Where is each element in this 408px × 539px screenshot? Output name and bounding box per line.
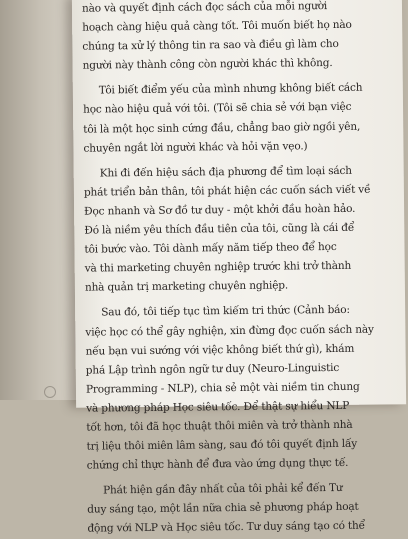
text-line: hoạch càng hiệu quả càng tốt. Tôi muốn biết họ nào <box>82 18 352 34</box>
text-line: nào và quyết định cách đọc sách của mỗi người <box>81 0 328 15</box>
text-line: Đó là niềm yêu thích đầu tiên của tôi, cũng là cái để <box>84 221 355 237</box>
text-line: trị liệu thôi miên lâm sàng, sau đó tôi quyết định lấy <box>86 437 358 453</box>
book-page <box>72 0 406 536</box>
text-line: chứng chỉ thực hành để đưa vào ứng dụng thực tế. <box>86 457 349 472</box>
paragraph-1 <box>82 0 401 76</box>
paragraph-2 <box>83 79 402 159</box>
text-line: học nào hiệu quả với tôi. (Tôi sẽ chia sẻ với bạn việc <box>82 101 352 117</box>
text-line: và phương pháp Học siêu tốc. Để thật sự hiểu NLP <box>86 399 350 415</box>
text-line: Sau đó, tôi tiếp tục tìm kiếm tri thức (Cảnh báo: <box>101 304 350 319</box>
text-line: Khi đi đến hiệu sách địa phương để tìm loại sách <box>99 164 352 180</box>
text-line: chúng ta xử lý thông tin ra sao và điều gì làm cho <box>82 38 339 53</box>
text-line: duy sáng tạo, một lần nữa chia sẻ phương pháp hoạt <box>87 501 359 516</box>
text-line: Tôi biết điểm yếu của mình nhưng không biết cách <box>98 82 363 97</box>
text-line: tốt hơn, tôi đã học thuật thôi miên và trở thành nhà <box>86 418 353 434</box>
text-line: nhà quản trị marketing chuyên nghiệp. <box>84 279 289 294</box>
paragraph-4 <box>85 301 405 476</box>
text-line: người này thành công còn người khác thì không. <box>82 57 333 72</box>
text-line: phát triển bản thân, tôi phát hiện các cuốn sách viết về <box>83 183 371 199</box>
text-line: Programming - NLP), chia sẻ một vài niềm tin chung <box>85 380 360 396</box>
text-line: Đọc nhanh và Sơ đồ tư duy - một khởi đầu hoàn hảo. <box>84 202 356 218</box>
text-line: chuyên ngắt lời người khác và hỏi vặn vẹo.) <box>83 139 308 155</box>
text-line: phá Lập trình ngôn ngữ tư duy (Neuro-Linguistic <box>85 361 340 377</box>
page-body-text <box>82 0 406 539</box>
text-line: nếu bạn vui sướng với việc không biết thứ gì), khám <box>85 342 355 358</box>
text-line: tôi bước vào. Tôi dành mấy năm tiếp theo để học <box>84 241 337 256</box>
text-line: tôi là một học sinh cứng đầu, chẳng bao giờ ngồi yên, <box>83 120 361 136</box>
paragraph-5 <box>87 479 406 539</box>
text-line: và thi marketing chuyên nghiệp trước khi trở thành <box>84 260 352 275</box>
paragraph-3 <box>84 161 403 298</box>
page-corner-mark <box>44 386 56 398</box>
text-line: Phát hiện gần đây nhất của tôi phải kể đến Tư <box>102 482 343 497</box>
text-line: việc học có thể gây nghiện, xin đừng đọc cuốn sách này <box>85 323 374 339</box>
text-line: động với NLP và Học siêu tốc. Tư duy sáng tạo có thể <box>87 520 365 536</box>
